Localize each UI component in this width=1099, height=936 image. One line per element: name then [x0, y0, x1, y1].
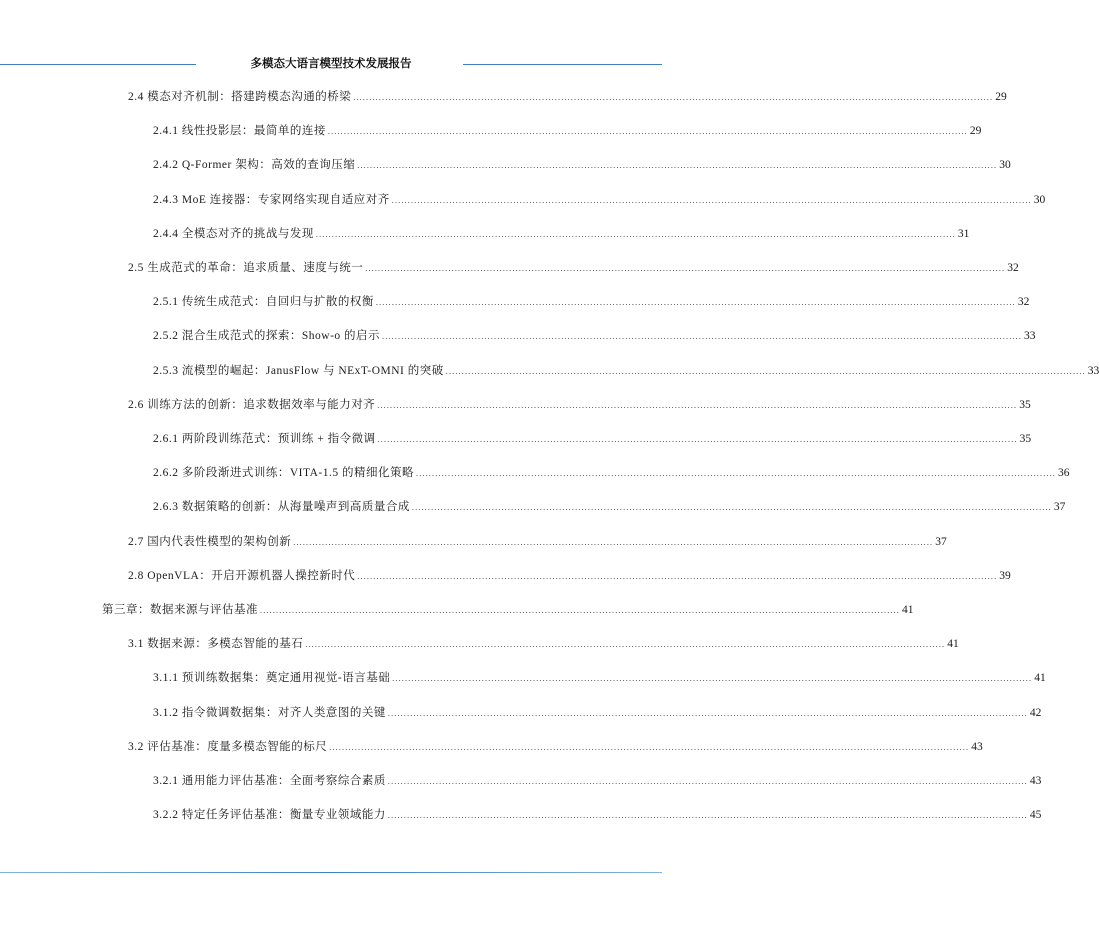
toc-entry-page-number: 29 [995, 91, 1007, 103]
toc-dot-leader: ........................................................................................................................................................................................................ [365, 264, 1006, 273]
toc-entry-page-number: 41 [947, 638, 959, 651]
toc-entry-title: 第三章：数据来源与评估基准 [102, 604, 258, 616]
page-header-title: 多模态大语言模型技术发展报告 [250, 56, 412, 70]
toc-entry[interactable] [128, 532, 947, 552]
toc-dot-leader: ........................................................................................................................................................................................................ [357, 161, 998, 171]
toc-entry-page-number: 35 [1019, 398, 1031, 411]
toc-entry-title: 2.4.3 MoE 连接器：专家网络实现自适应对齐 [153, 193, 390, 206]
toc-entry-page-number: 29 [969, 125, 982, 138]
footer-rule [0, 872, 662, 873]
toc-entry-page-number: 41 [1034, 672, 1046, 685]
toc-dot-leader: ........................................................................................................................................................................................................ [327, 127, 968, 137]
toc-entry[interactable] [153, 805, 1042, 825]
toc-entry-page-number: 42 [1029, 706, 1042, 719]
toc-entry-title: 3.2.1 通用能力评估基准：全面考察综合素质 [153, 775, 386, 787]
toc-entry-title: 2.6.3 数据策略的创新：从海量噪声到高质量合成 [153, 501, 410, 514]
toc-dot-leader: ........................................................................................................................................................................................................ [329, 742, 970, 752]
toc-dot-leader: ........................................................................................................................................................................................................ [416, 469, 1056, 479]
toc-entry-page-number: 39 [999, 569, 1011, 582]
toc-dot-leader: ........................................................................................................................................................................................................ [305, 640, 946, 650]
toc-entry-page-number: 36 [1058, 467, 1070, 480]
toc-dot-leader: ........................................................................................................................................................................................................ [377, 435, 1018, 444]
toc-dot-leader: ........................................................................................................................................................................................................ [353, 93, 994, 102]
toc-entry[interactable] [153, 463, 1070, 483]
toc-dot-leader: ........................................................................................................................................................................................................ [293, 537, 934, 547]
toc-dot-leader: ........................................................................................................................................................................................................ [391, 195, 1032, 205]
toc-entry-title: 2.6 训练方法的创新：追求数据效率与能力对齐 [128, 398, 376, 411]
toc-entry-page-number: 32 [1017, 296, 1030, 309]
toc-entry[interactable] [153, 429, 1032, 449]
toc-entry[interactable] [128, 258, 1019, 278]
toc-entry-title: 2.8 OpenVLA：开启开源机器人操控新时代 [128, 569, 356, 582]
toc-entry-title: 2.4 模态对齐机制：搭建跨模态沟通的桥梁 [128, 91, 352, 103]
toc-entry-page-number: 35 [1019, 433, 1032, 445]
toc-dot-leader: ........................................................................................................................................................................................................ [387, 777, 1028, 786]
toc-entry-page-number: 45 [1029, 809, 1042, 822]
toc-entry[interactable] [153, 292, 1030, 312]
toc-dot-leader: ........................................................................................................................................................................................................ [387, 708, 1028, 718]
toc-dot-leader: ........................................................................................................................................................................................................ [382, 332, 1023, 342]
toc-entry-page-number: 43 [971, 740, 983, 753]
toc-entry[interactable] [153, 771, 1042, 791]
toc-entry-title: 2.4.1 线性投影层：最简单的连接 [153, 125, 326, 138]
toc-entry[interactable] [128, 395, 1031, 415]
toc-dot-leader: ........................................................................................................................................................................................................ [392, 674, 1033, 684]
toc-entry[interactable] [153, 703, 1042, 723]
toc-entry-title: 2.5.2 混合生成范式的探索：Show-o 的启示 [153, 330, 381, 343]
toc-entry-page-number: 37 [935, 535, 947, 548]
header-rule-right [463, 64, 662, 65]
toc-entry[interactable] [153, 668, 1046, 688]
toc-entry-title: 2.5.3 流模型的崛起：JanusFlow 与 NExT-OMNI 的突破 [153, 364, 444, 377]
toc-entry-title: 3.1.1 预训练数据集：奠定通用视觉-语言基础 [153, 672, 391, 685]
toc-dot-leader: ........................................................................................................................................................................................................ [445, 366, 1086, 376]
toc-dot-leader: ........................................................................................................................................................................................................ [387, 811, 1028, 821]
toc-entry[interactable] [128, 566, 1011, 586]
toc-entry[interactable] [153, 497, 1066, 517]
toc-dot-leader: ........................................................................................................................................................................................................ [260, 606, 900, 615]
toc-entry[interactable] [102, 600, 914, 620]
toc-entry-title: 2.4.4 全模态对齐的挑战与发现 [153, 227, 314, 240]
toc-entry[interactable] [128, 737, 983, 757]
toc-entry-title: 3.2 评估基准：度量多模态智能的标尺 [128, 740, 328, 753]
toc-entry-page-number: 32 [1007, 262, 1019, 274]
toc-entry-title: 2.4.2 Q-Former 架构：高效的查询压缩 [153, 159, 356, 172]
toc-entry-page-number: 41 [902, 604, 914, 616]
toc-entry[interactable] [128, 87, 1007, 107]
toc-entry-page-number: 30 [999, 159, 1011, 172]
toc-dot-leader: ........................................................................................................................................................................................................ [375, 298, 1016, 308]
toc-entry[interactable] [153, 155, 1011, 175]
toc-entry-page-number: 30 [1033, 193, 1046, 206]
toc-entry-title: 2.7 国内代表性模型的架构创新 [128, 535, 292, 548]
toc-entry-page-number: 43 [1029, 775, 1042, 787]
toc-entry-title: 2.5.1 传统生成范式：自回归与扩散的权衡 [153, 296, 374, 309]
toc-dot-leader: ........................................................................................................................................................................................................ [315, 229, 956, 239]
toc-dot-leader: ........................................................................................................................................................................................................ [411, 503, 1052, 513]
toc-entry-page-number: 33 [1087, 364, 1099, 377]
toc-entry[interactable] [153, 224, 970, 244]
toc-entry-page-number: 31 [957, 227, 970, 240]
toc-entry-title: 3.2.2 特定任务评估基准：衡量专业领域能力 [153, 809, 386, 822]
toc-entry[interactable] [153, 361, 1099, 381]
toc-entry-title: 2.6.1 两阶段训练范式：预训练 + 指令微调 [153, 433, 376, 445]
toc-entry-title: 2.6.2 多阶段渐进式训练：VITA-1.5 的精细化策略 [153, 467, 414, 480]
toc-dot-leader: ........................................................................................................................................................................................................ [377, 400, 1018, 410]
toc-entry-title: 3.1.2 指令微调数据集：对齐人类意图的关键 [153, 706, 386, 719]
toc-entry[interactable] [128, 634, 959, 654]
toc-entry-page-number: 33 [1024, 330, 1036, 343]
toc-dot-leader: ........................................................................................................................................................................................................ [357, 571, 998, 581]
toc-entry[interactable] [153, 190, 1046, 210]
toc-entry-title: 3.1 数据来源：多模态智能的基石 [128, 638, 304, 651]
toc-entry[interactable] [153, 121, 982, 141]
toc-entry-page-number: 37 [1053, 501, 1066, 514]
toc-entry[interactable] [153, 326, 1036, 346]
toc-entry-title: 2.5 生成范式的革命：追求质量、速度与统一 [128, 262, 364, 274]
